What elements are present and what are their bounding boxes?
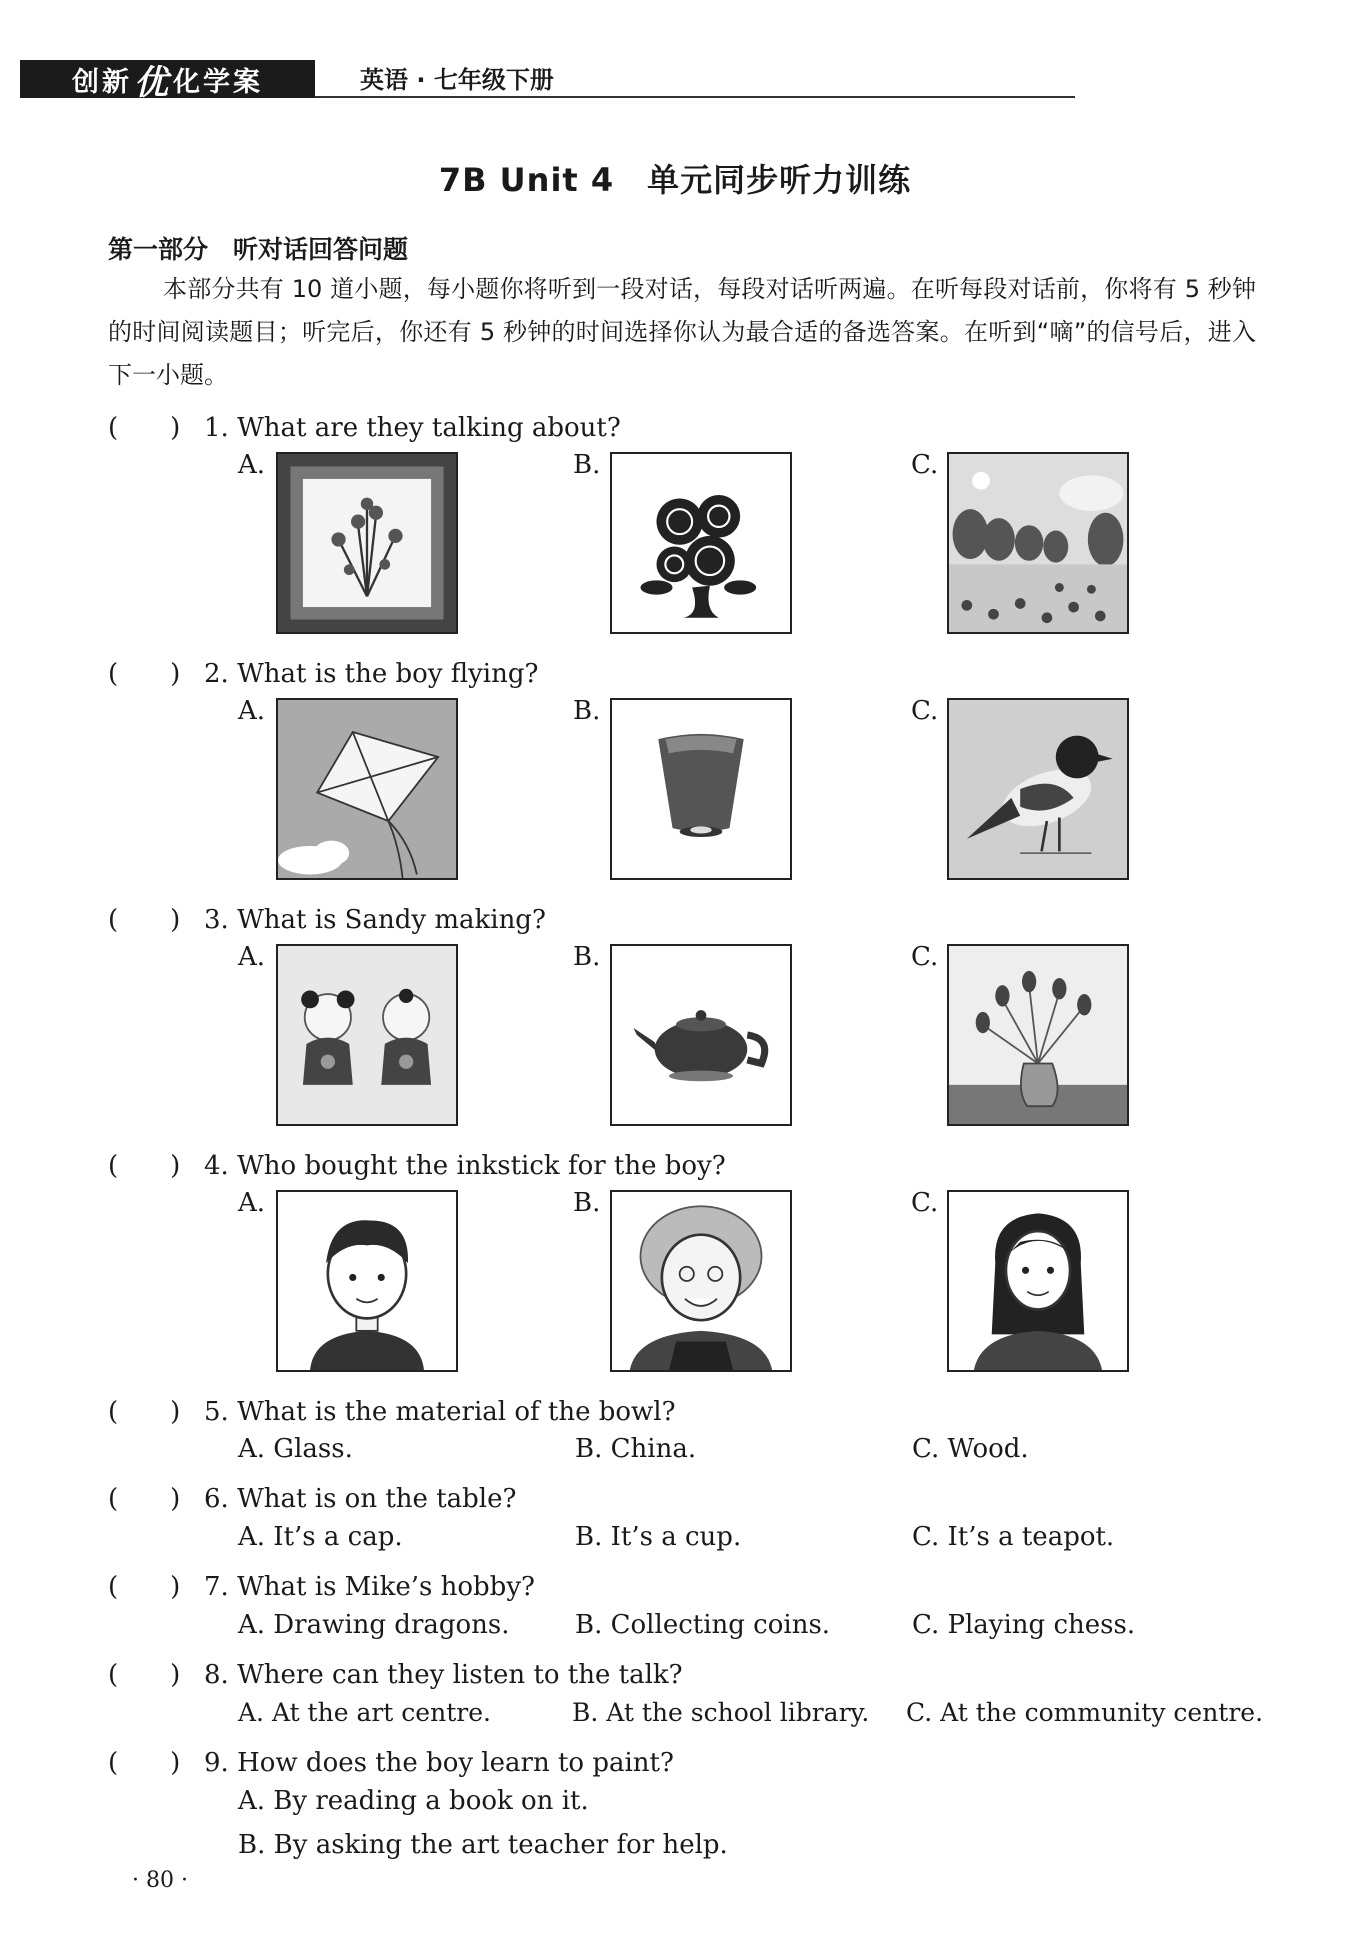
option-label: A. bbox=[238, 942, 266, 972]
landscape-painting-icon[interactable] bbox=[947, 452, 1129, 634]
option-c[interactable]: C. It’s a teapot. bbox=[912, 1522, 1115, 1552]
section-instructions: 本部分共有 10 道小题，每小题你将听到一段对话，每段对话听两遍。在听每段对话前，你将有 5 秒钟的时间阅读题目；听完后，你还有 5 秒钟的时间选择你认为最合适的备选答案。在听到“嘀”的信号后，进入下一小题。 bbox=[108, 275, 1256, 389]
kite-icon[interactable] bbox=[276, 698, 458, 880]
framed-flower-painting-icon[interactable] bbox=[276, 452, 458, 634]
answer-blank[interactable]: ( ) bbox=[108, 1572, 181, 1602]
question-number: 9. bbox=[204, 1748, 229, 1778]
bird-icon[interactable] bbox=[947, 698, 1129, 880]
brand-text-accent: 优 bbox=[134, 62, 171, 103]
option-a[interactable]: A. It’s a cap. bbox=[238, 1522, 403, 1552]
woman-icon[interactable] bbox=[947, 1190, 1129, 1372]
question-2 bbox=[108, 653, 538, 690]
question-5 bbox=[108, 1391, 676, 1428]
answer-blank[interactable]: ( ) bbox=[108, 1151, 181, 1181]
answer-blank[interactable]: ( ) bbox=[108, 659, 181, 689]
option-label: C. bbox=[911, 450, 939, 480]
brand-text-post: 化学案 bbox=[173, 66, 263, 98]
header-subject: 英语 · 七年级下册 bbox=[360, 66, 554, 94]
option-b[interactable]: B. China. bbox=[575, 1434, 697, 1464]
option-b[interactable]: B. By asking the art teacher for help. bbox=[238, 1830, 728, 1860]
question-text: What is Mike’s hobby? bbox=[237, 1572, 535, 1602]
question-number: 2. bbox=[204, 659, 229, 689]
question-text: How does the boy learn to paint? bbox=[237, 1748, 674, 1778]
grandmother-icon[interactable] bbox=[610, 1190, 792, 1372]
question-6 bbox=[108, 1478, 516, 1515]
option-a[interactable]: A. By reading a book on it. bbox=[238, 1786, 589, 1816]
question-number: 7. bbox=[204, 1572, 229, 1602]
question-number: 6. bbox=[204, 1484, 229, 1514]
question-text: What is the boy flying? bbox=[237, 659, 539, 689]
page-title: 7B Unit 4 单元同步听力训练 bbox=[438, 161, 912, 199]
sky-lantern-icon[interactable] bbox=[610, 698, 792, 880]
question-number: 5. bbox=[204, 1397, 229, 1427]
answer-blank[interactable]: ( ) bbox=[108, 905, 181, 935]
answer-blank[interactable]: ( ) bbox=[108, 1484, 181, 1514]
clay-figurines-icon[interactable] bbox=[276, 944, 458, 1126]
option-label: C. bbox=[911, 696, 939, 726]
option-c[interactable]: C. Wood. bbox=[912, 1434, 1029, 1464]
question-7 bbox=[108, 1566, 535, 1603]
option-b[interactable]: B. It’s a cup. bbox=[575, 1522, 742, 1552]
option-label: A. bbox=[238, 1188, 266, 1218]
question-number: 8. bbox=[204, 1660, 229, 1690]
teapot-icon[interactable] bbox=[610, 944, 792, 1126]
question-text: What is on the table? bbox=[237, 1484, 517, 1514]
flower-vase-icon[interactable] bbox=[947, 944, 1129, 1126]
paper-cut-flower-icon[interactable] bbox=[610, 452, 792, 634]
option-label: B. bbox=[573, 1188, 601, 1218]
question-4 bbox=[108, 1145, 726, 1182]
option-label: C. bbox=[911, 1188, 939, 1218]
section-heading: 第一部分 听对话回答问题 bbox=[108, 235, 409, 264]
option-c[interactable]: C. Playing chess. bbox=[912, 1610, 1136, 1640]
answer-blank[interactable]: ( ) bbox=[108, 1660, 181, 1690]
answer-blank[interactable]: ( ) bbox=[108, 413, 181, 443]
answer-blank[interactable]: ( ) bbox=[108, 1397, 181, 1427]
option-label: B. bbox=[573, 696, 601, 726]
option-a[interactable]: A. Glass. bbox=[238, 1434, 353, 1464]
option-c[interactable]: C. At the community centre. bbox=[906, 1698, 1264, 1727]
option-label: B. bbox=[573, 942, 601, 972]
option-label: A. bbox=[238, 696, 266, 726]
option-label: B. bbox=[573, 450, 601, 480]
answer-blank[interactable]: ( ) bbox=[108, 1748, 181, 1778]
question-text: What are they talking about? bbox=[237, 413, 621, 443]
question-text: What is Sandy making? bbox=[237, 905, 546, 935]
question-3 bbox=[108, 899, 546, 936]
option-label: C. bbox=[911, 942, 939, 972]
page-number: · 80 · bbox=[132, 1868, 188, 1893]
question-number: 4. bbox=[204, 1151, 229, 1181]
header-divider bbox=[315, 96, 1075, 98]
question-number: 1. bbox=[204, 413, 229, 443]
question-text: What is the material of the bowl? bbox=[237, 1397, 676, 1427]
option-b[interactable]: B. Collecting coins. bbox=[575, 1610, 831, 1640]
question-9 bbox=[108, 1742, 674, 1779]
question-1 bbox=[108, 407, 621, 444]
option-a[interactable]: A. Drawing dragons. bbox=[238, 1610, 510, 1640]
question-number: 3. bbox=[204, 905, 229, 935]
option-b[interactable]: B. At the school library. bbox=[572, 1698, 870, 1727]
question-8 bbox=[108, 1654, 683, 1691]
question-text: Who bought the inkstick for the boy? bbox=[237, 1151, 726, 1181]
question-text: Where can they listen to the talk? bbox=[237, 1660, 683, 1690]
option-label: A. bbox=[238, 450, 266, 480]
option-a[interactable]: A. At the art centre. bbox=[238, 1698, 491, 1727]
brand-bar bbox=[20, 60, 315, 103]
boy-icon[interactable] bbox=[276, 1190, 458, 1372]
brand-text-pre: 创新 bbox=[72, 66, 132, 98]
